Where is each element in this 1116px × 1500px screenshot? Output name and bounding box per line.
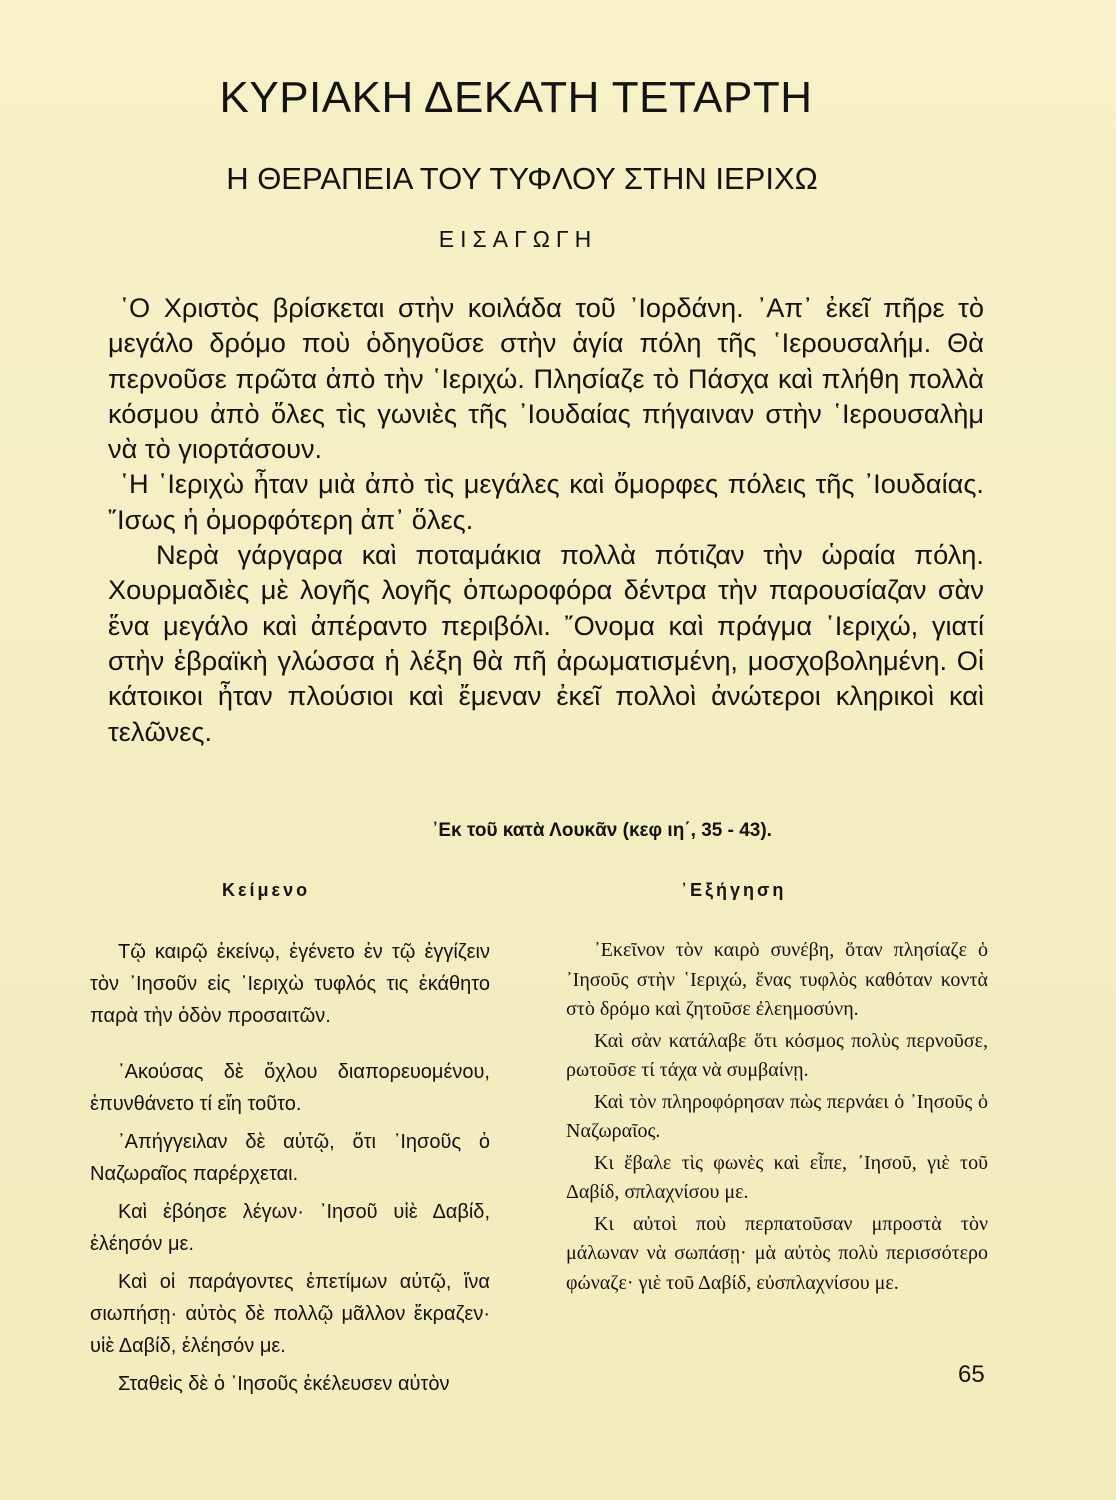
commentary-verse: Κι ἔβαλε τὶς φωνὲς καὶ εἶπε, ᾿Ιησοῦ, γιὲ τοῦ Δαβίδ, σπλαχνίσου με. [566, 1151, 988, 1203]
text-verse: Καὶ οἱ παράγοντες ἐπετίμων αὐτῷ, ἵνα σιωπήσῃ· αὐτὸς δὲ πολλῷ μᾶλλον ἔκραζεν· υἱὲ Δαβίδ, ἐλέησόν με. [90, 1271, 490, 1357]
text-verse: Τῷ καιρῷ ἐκείνῳ, ἐγένετο ἐν τῷ ἐγγίζειν τὸν ᾿Ιησοῦν εἰς ῾Ιεριχὼ τυφλός τις ἐκάθητο παρὰ τὴν ὁδὸν προσαιτῶν. [90, 941, 490, 1027]
commentary-column [566, 936, 988, 1298]
chapter-subtitle: Η ΘΕΡΑΠΕΙΑ ΤΟΥ ΤΥΦΛΟΥ ΣΤΗΝ ΙΕΡΙΧΩ [226, 161, 818, 196]
text-verse: Καὶ ἐβόησε λέγων· ᾿Ιησοῦ υἱὲ Δαβίδ, ἐλέησόν με. [90, 1201, 490, 1255]
intro-paragraph: ῾Η ῾Ιεριχὼ ἦταν μιὰ ἀπὸ τὶς μεγάλες καὶ ὄμορφες πόλεις τῆς ᾿Ιουδαίας. ῎Ισως ἡ ὀμορφότερη ἀπ᾿ ὅλες. [108, 468, 984, 535]
text-verse: ᾿Απήγγειλαν δὲ αὐτῷ, ὅτι ᾿Ιησοῦς ὁ Ναζωραῖος παρέρχεται. [90, 1131, 490, 1185]
commentary-verse: ᾿Εκεῖνον τὸν καιρὸ συνέβη, ὅταν πλησίαζε ὁ ᾿Ιησοῦς στὴν ῾Ιεριχώ, ἕνας τυφλὸς καθόταν κοντὰ στὸ δρόμο καὶ ζητοῦσε ἐλεημοσύνη. [566, 939, 988, 1020]
commentary-verse: Κι αὐτοὶ ποὺ περπατοῦσαν μπροστὰ τὸν μάλωναν νὰ σωπάσῃ· μὰ αὐτὸς πολὺ περισσότερο φώναζε· γιὲ τοῦ Δαβίδ, εὐσπλαχνίσου με. [566, 1212, 988, 1294]
scripture-reference: ᾿Εκ τοῦ κατὰ Λουκᾶν (κεφ ιη΄, 35 - 43). [432, 820, 772, 841]
commentary-column-heading: ᾿Εξήγηση [681, 880, 787, 900]
original-text-column [90, 936, 490, 1400]
commentary-verse: Καὶ τὸν πληροφόρησαν πὼς περνάει ὁ ᾿Ιησοῦς ὁ Ναζωραῖος. [566, 1090, 988, 1142]
intro-paragraph: ῾Ο Χριστὸς βρίσκεται στὴν κοιλάδα τοῦ ᾿Ιορδάνη. ᾿Απ᾿ ἐκεῖ πῆρε τὸ μεγάλο δρόμο ποὺ ὁδηγοῦσε στὴν ἁγία πόλη τῆς ῾Ιερουσαλήμ. Θὰ περνοῦσε πρῶτα ἀπὸ τὴν ῾Ιεριχώ. Πλησίαζε τὸ Πάσχα καὶ πλήθη πολλὰ κόσμου ἀπὸ ὅλες τὶς γωνιὲς τῆς ᾿Ιουδαίας πήγαιναν στὴν ῾Ιερουσαλὴμ νὰ τὸ γιορτάσουν. [108, 292, 984, 465]
text-column-heading: Κείμενο [222, 880, 311, 900]
page-title: ΚΥΡΙΑΚΗ ΔΕΚΑΤΗ ΤΕΤΑΡΤΗ [219, 73, 813, 122]
commentary-verse: Καὶ σὰν κατάλαβε ὅτι κόσμος πολὺς περνοῦσε, ρωτοῦσε τί τάχα νὰ συμβαίνῃ. [566, 1029, 988, 1081]
intro-paragraph: Νερὰ γάργαρα καὶ ποταμάκια πολλὰ πότιζαν τὴν ὡραία πόλη. Χουρμαδιὲς μὲ λογῆς λογῆς ὀπωροφόρα δέντρα τὴν παρουσίαζαν σὰν ἕνα μεγάλο καὶ ἀπέραντο περιβόλι. ῎Ονομα καὶ πράγμα ῾Ιεριχώ, γιατί στὴν ἑβραϊκὴ γλώσσα ἡ λέξη θὰ πῆ ἀρωματισμένη, μοσχοβολημένη. Οἱ κάτοικοι ἦταν πλούσιοι καὶ ἔμεναν ἐκεῖ πολλοὶ ἀνώτεροι κληρικοὶ καὶ τελῶνες. [108, 539, 984, 747]
text-verse: ᾿Ακούσας δὲ ὄχλου διαπορευομένου, ἐπυνθάνετο τί εἴη τοῦτο. [90, 1061, 490, 1115]
page-number: 65 [958, 1361, 985, 1388]
intro-section [108, 290, 984, 749]
intro-heading: ΕΙΣΑΓΩΓΗ [438, 226, 598, 252]
text-verse: Σταθεὶς δὲ ὁ ᾿Ιησοῦς ἐκέλευσεν αὐτὸν [118, 1373, 450, 1395]
